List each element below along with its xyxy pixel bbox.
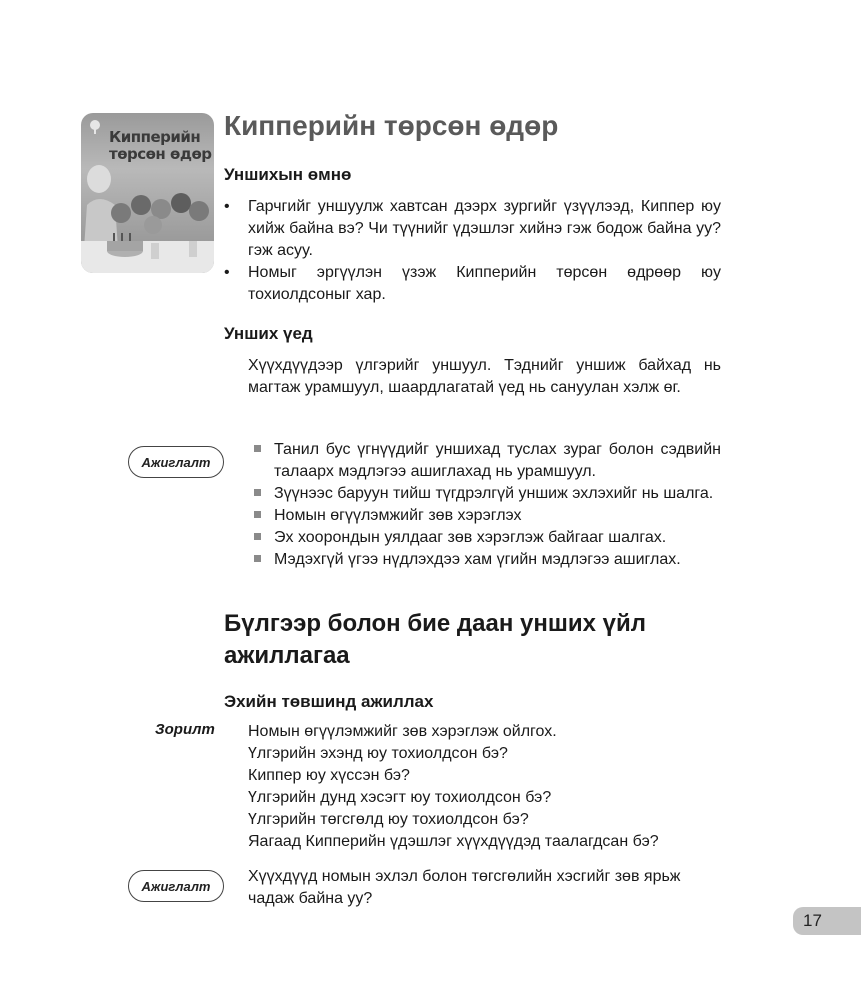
square-bullet-icon — [254, 533, 261, 540]
square-bullet-icon — [254, 511, 261, 518]
goal-line: Үлгэрийн эхэнд юу тохиолдсон бэ? — [248, 745, 508, 762]
observation-list — [250, 439, 721, 571]
observation-2-text: Хүүхдүүд номын эхлэл болон төгсгөлийн хэсгийг зөв ярьж чадаж байна уу? — [248, 868, 681, 907]
before-reading-heading: Уншихын өмнө — [224, 165, 352, 184]
square-bullet-icon — [254, 555, 261, 562]
page-number: 17 — [793, 907, 861, 935]
square-bullet-icon — [254, 445, 261, 452]
during-reading-paragraph: Хүүхдүүдээр үлгэрийг уншуул. Тэднийг уншиж байхад нь магтаж урамшуул, шаардлагатай үед нь сануулан хэлж өг. — [248, 357, 721, 396]
goal-line: Яагаад Кипперийн үдэшлэг хүүхдүүдэд таалагдсан бэ? — [248, 833, 659, 850]
list-item: • Номыг эргүүлэн үзэж Кипперийн төрсөн өдрөөр юу тохиолдсоныг хар. — [224, 264, 721, 303]
group-section-subheading: Эхийн төвшинд ажиллах — [224, 692, 434, 711]
observation-tag: Ажиглалт — [128, 446, 224, 478]
cover-title-line2: төрсөн өдөр — [109, 145, 212, 163]
goal-line: Үлгэрийн төгсгөлд юу тохиолдсон бэ? — [248, 811, 529, 828]
square-bullet-icon — [254, 489, 261, 496]
goal-line: Номын өгүүлэмжийг зөв хэрэглэж ойлгох. — [248, 723, 557, 740]
before-reading-list — [224, 196, 721, 306]
goal-lines — [248, 721, 659, 853]
list-item: Эх хоорондын уялдааг зөв хэрэглэж байгааг шалгах. — [250, 527, 721, 549]
book-cover — [81, 113, 214, 273]
goal-line: Киппер юу хүссэн бэ? — [248, 767, 410, 784]
list-item: • Гарчгийг уншуулж хавтсан дээрх зургийг үзүүлээд, Киппер юу хийж байна вэ? Чи түүнийг үдэшлэг хийнэ гэж бодож байна уу? гэж асуу. — [224, 198, 721, 259]
group-section-heading: Бүлгээр болон бие даан унших үйл ажиллагаа — [224, 610, 646, 669]
list-item: Мэдэхгүй үгээ нүдлэхдээ хам үгийн мэдлэгээ ашиглах. — [250, 549, 721, 571]
observation-tag-2: Ажиглалт — [128, 870, 224, 902]
goal-label: Зорилт — [155, 721, 215, 738]
list-item: Номын өгүүлэмжийг зөв хэрэглэх — [250, 505, 721, 527]
goal-line: Үлгэрийн дунд хэсэгт юу тохиолдсон бэ? — [248, 789, 552, 806]
list-item: Танил бус үгнүүдийг уншихад туслах зураг болон сэдвийн талаарх мэдлэгээ ашиглахад нь урамшуул. — [250, 439, 721, 483]
during-reading-heading: Унших үед — [224, 324, 313, 343]
page-title: Кипперийн төрсөн өдөр — [224, 110, 559, 141]
bullet-icon: • — [224, 198, 230, 215]
list-item: Зүүнээс баруун тийш түгдрэлгүй уншиж эхлэхийг нь шалга. — [250, 483, 721, 505]
cover-title-line1: Кипперийн — [109, 128, 201, 146]
cover-illustration — [81, 113, 214, 273]
bullet-icon: • — [224, 264, 230, 281]
